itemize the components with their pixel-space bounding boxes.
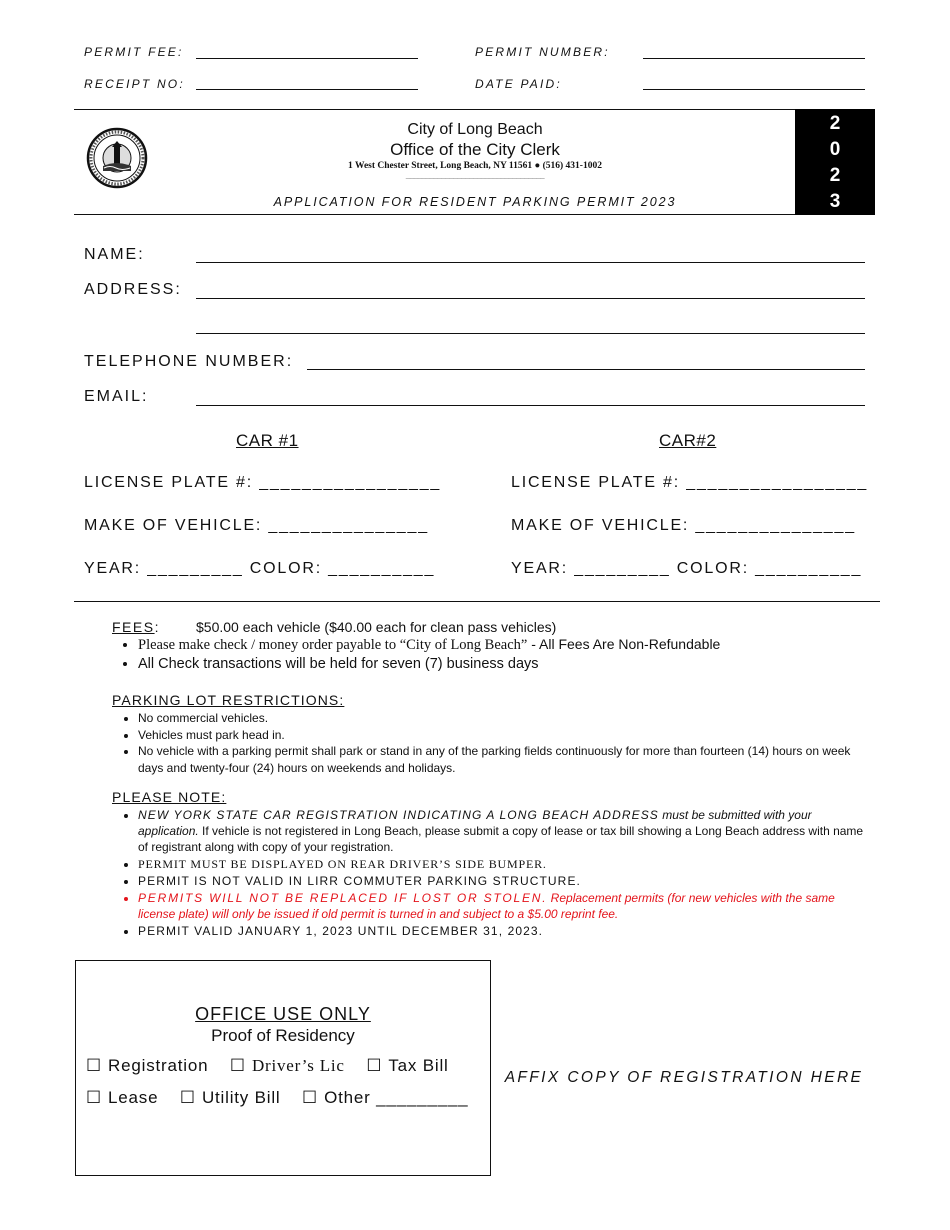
registration-label: Registration [108, 1056, 209, 1075]
address-field-line1[interactable] [196, 298, 865, 299]
permit-fee-label: PERMIT FEE: [84, 45, 184, 59]
tax-bill-label: Tax Bill [388, 1056, 449, 1075]
header-city: City of Long Beach [407, 121, 543, 138]
header-bottom-rule [74, 214, 875, 215]
date-paid-field[interactable] [643, 89, 865, 90]
year-digit: 2 [829, 113, 841, 134]
note-registration-italic: must be submitted with your application. [138, 808, 812, 838]
year-digit: 2 [829, 165, 841, 186]
permit-number-field[interactable] [643, 58, 865, 59]
office-use-box [75, 960, 491, 1176]
fees-list [112, 636, 872, 672]
other-label: Other _________ [324, 1088, 469, 1107]
car2-heading: CAR#2 [659, 431, 717, 450]
car2-year-color[interactable]: YEAR: _________ COLOR: __________ [511, 560, 863, 577]
drivers-lic-checkbox[interactable] [230, 1056, 345, 1075]
name-field[interactable] [196, 262, 865, 263]
fees-line [112, 619, 872, 635]
header-office: Office of the City Clerk [390, 140, 560, 159]
note-replacement-rest: Replacement permits (for new vehicles with the same license plate) will only be issued if old permit is turned in and subject to a $5.00 reprint fee. [138, 891, 835, 921]
restrictions-list [112, 710, 874, 776]
receipt-no-label: RECEIPT NO: [84, 77, 185, 91]
utility-bill-checkbox[interactable] [180, 1088, 281, 1107]
checkbox-row-1 [86, 1056, 449, 1076]
checkbox-icon: ☐ [302, 1088, 319, 1108]
fees-bullet: • All Check transactions will be held for seven (7) business days [138, 656, 872, 672]
address-field-line2[interactable] [196, 333, 865, 334]
car2-make[interactable]: MAKE OF VEHICLE: _______________ [511, 517, 856, 534]
header-address: 1 West Chester Street, Long Beach, NY 11561 ● (516) 431-1002 [348, 161, 602, 171]
registration-checkbox[interactable] [86, 1056, 208, 1075]
permit-number-label: PERMIT NUMBER: [475, 45, 610, 59]
car1-year-color[interactable]: YEAR: _________ COLOR: __________ [84, 560, 436, 577]
form-title: APPLICATION FOR RESIDENT PARKING PERMIT 2023 [273, 195, 677, 209]
permit-fee-field[interactable] [196, 58, 418, 59]
restriction-item: • No commercial vehicles. [138, 710, 874, 727]
lease-checkbox[interactable] [86, 1088, 158, 1107]
checkbox-icon: ☐ [86, 1056, 103, 1076]
car1-make[interactable]: MAKE OF VEHICLE: _______________ [84, 517, 429, 534]
address-label: ADDRESS: [84, 281, 182, 298]
office-use-heading: OFFICE USE ONLY [195, 1004, 371, 1024]
note-item: • PERMIT IS NOT VALID IN LIRR COMMUTER PARKING STRUCTURE. [138, 873, 874, 889]
year-digit: 3 [829, 191, 841, 212]
restrictions-heading: PARKING LOT RESTRICTIONS: [112, 692, 345, 708]
affix-registration-area: AFFIX COPY OF REGISTRATION HERE [504, 1069, 864, 1086]
fees-amount: $50.00 each vehicle ($40.00 each for clean pass vehicles) [196, 619, 557, 635]
notes-heading: PLEASE NOTE: [112, 789, 227, 805]
office-use-subheading: Proof of Residency [211, 1026, 355, 1045]
fees-nonrefundable: - All Fees Are Non-Refundable [527, 636, 721, 652]
car1-license-plate[interactable]: LICENSE PLATE #: _________________ [84, 474, 442, 491]
fees-colon: : [154, 619, 159, 635]
header-top-rule [74, 109, 875, 110]
checkbox-icon: ☐ [86, 1088, 103, 1108]
receipt-no-field[interactable] [196, 89, 418, 90]
date-paid-label: DATE PAID: [475, 77, 562, 91]
checkbox-icon: ☐ [229, 1056, 246, 1076]
email-field[interactable] [196, 405, 865, 406]
note-item [138, 807, 874, 855]
header-separator: ___________________________________ [405, 170, 545, 179]
notes-section [112, 789, 874, 939]
fees-bullet [138, 636, 872, 654]
note-item: • PERMIT VALID JANUARY 1, 2023 UNTIL DECEMBER 31, 2023. [138, 923, 874, 939]
lease-label: Lease [108, 1088, 159, 1107]
drivers-lic-label: Driver’s Lic [251, 1056, 345, 1075]
fees-section [112, 619, 872, 672]
car1-heading: CAR #1 [236, 431, 299, 450]
telephone-label: TELEPHONE NUMBER: [84, 353, 294, 370]
city-seal-logo [86, 127, 148, 189]
note-replacement-caps: PERMITS WILL NOT BE REPLACED IF LOST OR STOLEN. [138, 891, 548, 905]
car2-license-plate[interactable]: LICENSE PLATE #: _________________ [511, 474, 869, 491]
utility-bill-label: Utility Bill [201, 1088, 281, 1107]
note-item [138, 890, 874, 922]
note-registration-rest: If vehicle is not registered in Long Beach, please submit a copy of lease or tax bill showing a Long Beach address with name of registrant along with copy of your registration. [138, 824, 864, 854]
tax-bill-checkbox[interactable] [366, 1056, 448, 1075]
checkbox-icon: ☐ [179, 1088, 196, 1108]
note-registration-caps: NEW YORK STATE CAR REGISTRATION INDICATING A LONG BEACH ADDRESS [138, 808, 659, 822]
email-label: EMAIL: [84, 388, 149, 405]
restriction-item: • Vehicles must park head in. [138, 727, 874, 744]
checkbox-icon: ☐ [366, 1056, 383, 1076]
notes-list [112, 807, 874, 939]
telephone-field[interactable] [307, 369, 865, 370]
year-digit: 0 [829, 139, 841, 160]
checkbox-row-2 [86, 1088, 468, 1108]
fees-payable: Please make check / money order payable to “City of Long Beach” [138, 637, 528, 653]
section-divider [74, 601, 880, 602]
restriction-item: • No vehicle with a parking permit shall park or stand in any of the parking fields continuously for more than fourteen (14) hours on week days and twenty-four (24) hours on weekends and holidays. [138, 743, 874, 776]
restrictions-section [112, 692, 874, 776]
name-label: NAME: [84, 246, 145, 263]
year-box [795, 109, 875, 215]
other-checkbox[interactable] [302, 1088, 468, 1107]
note-item: • PERMIT MUST BE DISPLAYED ON REAR DRIVER’S SIDE BUMPER. [138, 856, 874, 872]
fees-heading: FEES [112, 619, 155, 635]
